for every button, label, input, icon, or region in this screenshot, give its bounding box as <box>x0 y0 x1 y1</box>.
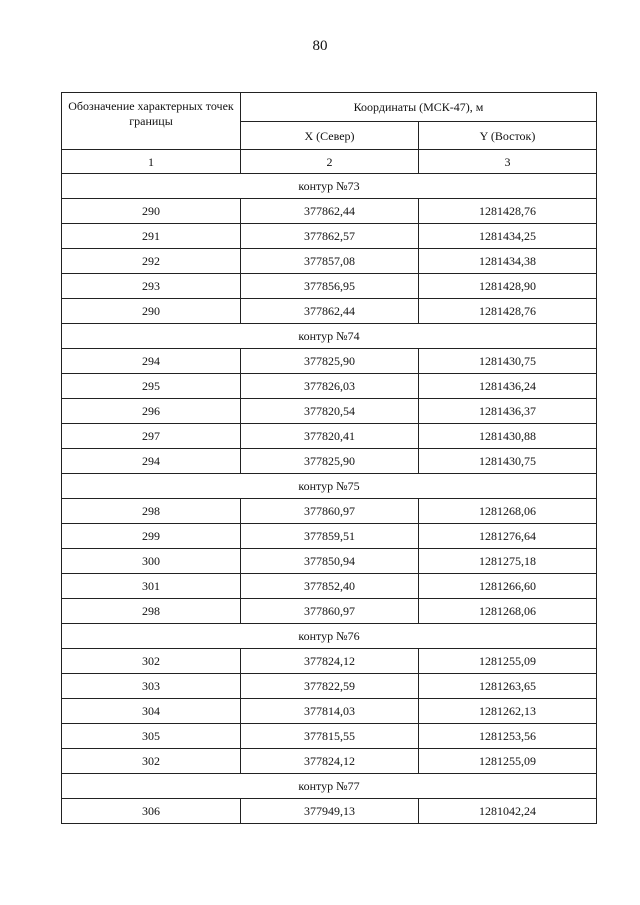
y-coordinate-cell: 1281434,38 <box>419 249 597 274</box>
y-coordinate-cell: 1281268,06 <box>419 599 597 624</box>
column-numbers-row <box>62 150 597 174</box>
x-coordinate-cell: 377852,40 <box>241 574 419 599</box>
x-coordinate-cell: 377862,57 <box>241 224 419 249</box>
point-cell: 301 <box>62 574 241 599</box>
column-number-1: 1 <box>62 150 241 174</box>
table-row <box>62 199 597 224</box>
x-coordinate-cell: 377825,90 <box>241 349 419 374</box>
column-number-2: 2 <box>241 150 419 174</box>
point-cell: 291 <box>62 224 241 249</box>
y-coordinate-cell: 1281275,18 <box>419 549 597 574</box>
table-header-row <box>62 93 597 122</box>
y-coordinate-cell: 1281430,75 <box>419 349 597 374</box>
point-cell: 294 <box>62 349 241 374</box>
table-row <box>62 524 597 549</box>
x-coordinate-cell: 377826,03 <box>241 374 419 399</box>
contour-title: контур №77 <box>62 774 597 799</box>
point-cell: 294 <box>62 449 241 474</box>
point-cell: 299 <box>62 524 241 549</box>
contour-title: контур №75 <box>62 474 597 499</box>
point-cell: 305 <box>62 724 241 749</box>
x-coordinate-cell: 377820,54 <box>241 399 419 424</box>
x-coordinate-cell: 377824,12 <box>241 749 419 774</box>
table-row <box>62 424 597 449</box>
table-row <box>62 574 597 599</box>
table-row <box>62 449 597 474</box>
table-row <box>62 699 597 724</box>
x-coordinate-cell: 377825,90 <box>241 449 419 474</box>
contour-title: контур №76 <box>62 624 597 649</box>
y-coordinate-cell: 1281266,60 <box>419 574 597 599</box>
point-cell: 295 <box>62 374 241 399</box>
y-coordinate-cell: 1281428,90 <box>419 274 597 299</box>
y-coordinate-cell: 1281253,56 <box>419 724 597 749</box>
x-coordinate-cell: 377949,13 <box>241 799 419 824</box>
x-coordinate-cell: 377824,12 <box>241 649 419 674</box>
table-row <box>62 224 597 249</box>
x-coordinate-cell: 377857,08 <box>241 249 419 274</box>
contour-title-row <box>62 774 597 799</box>
coordinates-table-body <box>62 93 597 824</box>
x-coordinate-cell: 377850,94 <box>241 549 419 574</box>
table-row <box>62 599 597 624</box>
y-coordinate-cell: 1281276,64 <box>419 524 597 549</box>
table-row <box>62 249 597 274</box>
y-coordinate-cell: 1281262,13 <box>419 699 597 724</box>
table-row <box>62 299 597 324</box>
point-cell: 290 <box>62 199 241 224</box>
x-coordinate-cell: 377860,97 <box>241 599 419 624</box>
point-cell: 306 <box>62 799 241 824</box>
point-cell: 298 <box>62 499 241 524</box>
contour-title-row <box>62 624 597 649</box>
x-coordinate-cell: 377860,97 <box>241 499 419 524</box>
point-cell: 293 <box>62 274 241 299</box>
y-coordinate-cell: 1281434,25 <box>419 224 597 249</box>
y-coordinate-cell: 1281268,06 <box>419 499 597 524</box>
header-coordinates-cell: Координаты (МСК-47), м <box>241 93 597 122</box>
point-cell: 297 <box>62 424 241 449</box>
y-coordinate-cell: 1281042,24 <box>419 799 597 824</box>
point-cell: 298 <box>62 599 241 624</box>
table-row <box>62 349 597 374</box>
x-coordinate-cell: 377856,95 <box>241 274 419 299</box>
y-coordinate-cell: 1281430,75 <box>419 449 597 474</box>
table-row <box>62 399 597 424</box>
contour-title-row <box>62 174 597 199</box>
point-cell: 304 <box>62 699 241 724</box>
y-coordinate-cell: 1281436,24 <box>419 374 597 399</box>
y-coordinate-cell: 1281436,37 <box>419 399 597 424</box>
x-coordinate-cell: 377822,59 <box>241 674 419 699</box>
table-row <box>62 674 597 699</box>
table-row <box>62 799 597 824</box>
table-row <box>62 499 597 524</box>
table-row <box>62 549 597 574</box>
x-coordinate-cell: 377862,44 <box>241 299 419 324</box>
point-cell: 302 <box>62 749 241 774</box>
point-cell: 303 <box>62 674 241 699</box>
y-coordinate-cell: 1281255,09 <box>419 749 597 774</box>
table-row <box>62 749 597 774</box>
header-x-cell: X (Север) <box>241 122 419 150</box>
point-cell: 290 <box>62 299 241 324</box>
table-row <box>62 649 597 674</box>
y-coordinate-cell: 1281263,65 <box>419 674 597 699</box>
table-row <box>62 724 597 749</box>
contour-title-row <box>62 324 597 349</box>
y-coordinate-cell: 1281430,88 <box>419 424 597 449</box>
contour-title: контур №73 <box>62 174 597 199</box>
point-cell: 296 <box>62 399 241 424</box>
point-cell: 300 <box>62 549 241 574</box>
y-coordinate-cell: 1281428,76 <box>419 199 597 224</box>
header-points-cell: Обозначение характерных точек границы <box>62 93 241 150</box>
coordinates-table <box>61 92 597 824</box>
contour-title: контур №74 <box>62 324 597 349</box>
table-row <box>62 274 597 299</box>
x-coordinate-cell: 377820,41 <box>241 424 419 449</box>
contour-title-row <box>62 474 597 499</box>
x-coordinate-cell: 377814,03 <box>241 699 419 724</box>
header-y-cell: Y (Восток) <box>419 122 597 150</box>
y-coordinate-cell: 1281255,09 <box>419 649 597 674</box>
table-row <box>62 374 597 399</box>
column-number-3: 3 <box>419 150 597 174</box>
point-cell: 292 <box>62 249 241 274</box>
page-number: 80 <box>312 38 328 54</box>
x-coordinate-cell: 377859,51 <box>241 524 419 549</box>
point-cell: 302 <box>62 649 241 674</box>
x-coordinate-cell: 377862,44 <box>241 199 419 224</box>
y-coordinate-cell: 1281428,76 <box>419 299 597 324</box>
x-coordinate-cell: 377815,55 <box>241 724 419 749</box>
